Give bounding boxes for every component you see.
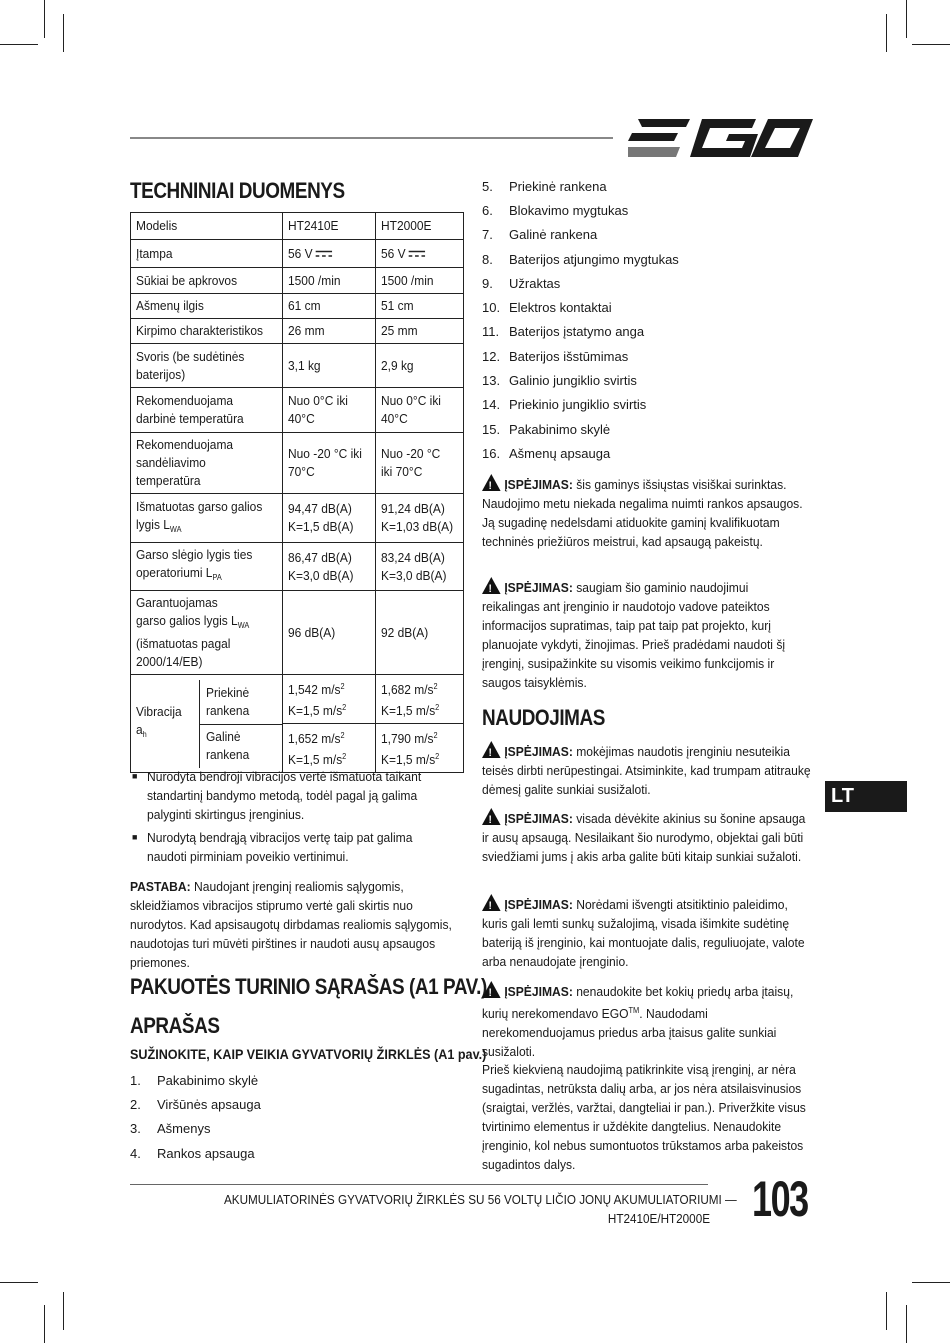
package-title: PAKUOTĖS TURINIO SĄRAŠAS (A1 PAV.) xyxy=(130,974,487,999)
list-item: 16. Ašmenų apsauga xyxy=(482,445,611,461)
table-row: Sūkiai be apkrovos 1500 /min 1500 /min xyxy=(131,268,464,294)
table-row: Rekomenduojama darbinė temperatūra Nuo 0°C iki 40°C Nuo 0°C iki 40°C xyxy=(131,388,464,433)
crop-mark xyxy=(63,1292,64,1330)
table-row: Išmatuotas garso galios lygis $L_{WA}$ 94,47 dB(A) K=1,5 dB(A) 91,24 dB(A) K=1,03 dB(A) xyxy=(131,494,464,543)
list-item: 5. Priekinė rankena xyxy=(482,178,607,194)
parts-list-left xyxy=(130,1068,261,1165)
crop-mark xyxy=(912,1282,950,1283)
dc-symbol-icon xyxy=(409,250,426,258)
spec-table xyxy=(130,212,464,773)
page-number: 103 xyxy=(752,1171,808,1227)
list-item: 9. Užraktas xyxy=(482,275,561,291)
crop-mark xyxy=(912,44,950,45)
crop-mark xyxy=(886,14,887,52)
list-item: 2. Viršūnės apsauga xyxy=(130,1096,261,1112)
header-rule xyxy=(130,137,613,139)
list-item: 15. Pakabinimo skylė xyxy=(482,421,611,437)
list-item: 10. Elektros kontaktai xyxy=(482,300,612,316)
list-item: 14. Priekinio jungiklio svirtis xyxy=(482,397,647,413)
table-row: Garso slėgio lygis ties operatoriumi $L_{PA}$ 86,47 dB(A) K=3,0 dB(A) 83,24 dB(A) K=3,0 dB(A) xyxy=(131,543,464,591)
list-item: 12. Baterijos išstūmimas xyxy=(482,348,629,364)
crop-mark xyxy=(906,0,907,38)
crop-mark xyxy=(44,1305,45,1343)
table-row: Garantuojamas garso galios lygis $L_{WA}$ (išmatuotas pagal 2000/14/EB) 96 dB(A) 92 dB(A) xyxy=(131,591,464,675)
table-row: Vibracija $a_h$ Priekinė rankena Galinė rankena 1,542 $m/s^2$ K=1,5 $m/s^2$ 1,682 $m/s^2$ K=1,5 $m/s^2$ xyxy=(131,675,464,724)
note-paragraph: PASTABA: Naudojant įrenginį realiomis sąlygomis, skleidžiamos vibracijos stiprumo vertė gali skirtis nuo nurodytos. Kad apsisaugotų dirbdamas realiomis sąlygomis, naudotojas turi mūvėti pirštines ir naudoti ausų apsaugos priemones. xyxy=(130,879,452,970)
dc-symbol-icon xyxy=(316,250,333,258)
warning-icon xyxy=(482,808,501,825)
list-item: 6. Blokavimo mygtukas xyxy=(482,202,629,218)
bullet-square-icon: ■ xyxy=(132,832,138,842)
crop-mark xyxy=(0,44,38,45)
table-row: Rekomenduojama sandėliavimo temperatūra Nuo -20 °C iki 70°C Nuo -20 °C iki 70°C xyxy=(131,433,464,494)
list-item: 11. Baterijos įstatymo anga xyxy=(482,324,645,340)
language-tab: LT xyxy=(825,781,907,812)
crop-mark xyxy=(44,0,45,38)
ego-logo xyxy=(628,117,813,159)
crop-mark xyxy=(63,14,64,52)
warning-4: !ĮSPĖJIMAS: visada dėvėkite akinius su šonine apsauga ir ausų apsaugą. Nesilaikant šio nurodymo, objektai gali būti sviedžiami jums į akis arba galite būti kitaip sunkiai sužaloti. xyxy=(482,808,808,866)
list-item: 13. Galinio jungiklio svirtis xyxy=(482,373,637,389)
warning-3: !ĮSPĖJIMAS: mokėjimas naudotis įrenginiu nesuteikia teisės dirbti nerūpestingai. Atsiminkite, kad trumpam atitraukę dėmesį galite sunkiai susižaloti. xyxy=(482,741,812,799)
bullet-square-icon: ■ xyxy=(132,771,138,781)
warning-icon xyxy=(482,577,501,594)
warning-icon xyxy=(482,474,501,491)
crop-mark xyxy=(0,1282,38,1283)
crop-mark xyxy=(906,1305,907,1343)
footer-text: AKUMULIATORINĖS GYVATVORIŲ ŽIRKLĖS SU 56 VOLTŲ LIČIO JONŲ AKUMULIATORIUMI — HT2410E/HT2000E xyxy=(224,1192,737,1226)
table-row: Kirpimo charakteristikos 26 mm 25 mm xyxy=(131,319,464,344)
warning-icon xyxy=(482,981,501,998)
list-item: ■ Nurodyta bendroji vibracijos vertė išmatuota taikant standartinį bandymo metodą, todėl pagal ją galima palyginti skirtingus įrenginius. xyxy=(132,769,422,822)
list-item: 1. Pakabinimo skylė xyxy=(130,1072,259,1088)
list-item: 4. Rankos apsauga xyxy=(130,1145,255,1161)
parts-list-right xyxy=(482,174,679,466)
final-paragraph: Prieš kiekvieną naudojimą patikrinkite visą įrenginį, ar nėra sugadintas, netrūksta dalių arba, ar jos nėra atsilaisvinusios (sraigtai, veržlės, varžtai, dangteliai ir pan.). Priveržkite visus tvirtinimo elementus ir uždėkite dangtelius. Nenaudokite įrenginio, kol nebus sumontuotos trūkstamos arba pakeistos sugadintos dalys. xyxy=(482,1062,806,1172)
table-row: Modelis HT2410E HT2000E xyxy=(131,213,464,240)
crop-mark xyxy=(886,1292,887,1330)
list-item: 3. Ašmenys xyxy=(130,1121,211,1137)
table-row: Įtampa 56 V 56 V xyxy=(131,240,464,268)
warning-icon xyxy=(482,894,501,911)
warning-2: !ĮSPĖJIMAS: saugiam šio gaminio naudojimui reikalingas ant įrenginio ir naudotojo vadove pateiktos informacijos supratimas, taip pat taip pat projekto, kurį planuojate vykdyti, žinojimas. Prieš pradėdami naudoti šį įrenginį, susipažinkite su visomis veikimo funkcijomis ir saugos taisyklėmis. xyxy=(482,577,808,692)
warning-icon xyxy=(482,741,501,758)
list-item: ■ Nurodytą bendrąją vibracijos vertę taip pat galima naudoti pirminiam poveikio vertinimui. xyxy=(132,830,413,864)
usage-title: NAUDOJIMAS xyxy=(482,705,605,730)
warning-5: !ĮSPĖJIMAS: Norėdami išvengti atsitiktinio paleidimo, kuris gali lemti sunkų sužalojimą, visada išimkite sudėtinę bateriją iš įrenginio, kai montuojate dalis, reguliuojate, valote arba nenaudojate įrenginio. xyxy=(482,894,812,971)
warning-1: !ĮSPĖJIMAS: šis gaminys išsiųstas visiškai surinktas. Naudojimo metu niekada negalima nuimti rankos apsaugos. Ją sugadinę nedelsdami atiduokite gaminį kvalifikuotam techninės priežiūros meistrui, kad apsaugą pakeistų. xyxy=(482,474,808,551)
table-row: Ašmenų ilgis 61 cm 51 cm xyxy=(131,294,464,319)
description-subtitle: SUŽINOKITE, KAIP VEIKIA GYVATVORIŲ ŽIRKLĖS (A1 pav.) xyxy=(130,1046,487,1062)
table-row: 1,652 $m/s^2$ K=1,5 $m/s^2$ 1,790 $m/s^2$ K=1,5 $m/s^2$ xyxy=(131,724,464,773)
vibration-notes xyxy=(132,767,462,870)
list-item: 8. Baterijos atjungimo mygtukas xyxy=(482,251,679,267)
table-row: Svoris (be sudėtinės baterijos) 3,1 kg 2,9 kg xyxy=(131,344,464,388)
footer-rule xyxy=(130,1184,708,1185)
specs-title: TECHNINIAI DUOMENYS xyxy=(130,178,345,203)
description-title: APRAŠAS xyxy=(130,1013,220,1038)
warning-6: !ĮSPĖJIMAS: nenaudokite bet kokių priedų arba įtaisų, kurių nerekomendavo EGO™. Naudodami nerekomenduojamus priedus arba įtaisus galite sunkiai susižaloti. xyxy=(482,981,794,1061)
list-item: 7. Galinė rankena xyxy=(482,227,598,243)
